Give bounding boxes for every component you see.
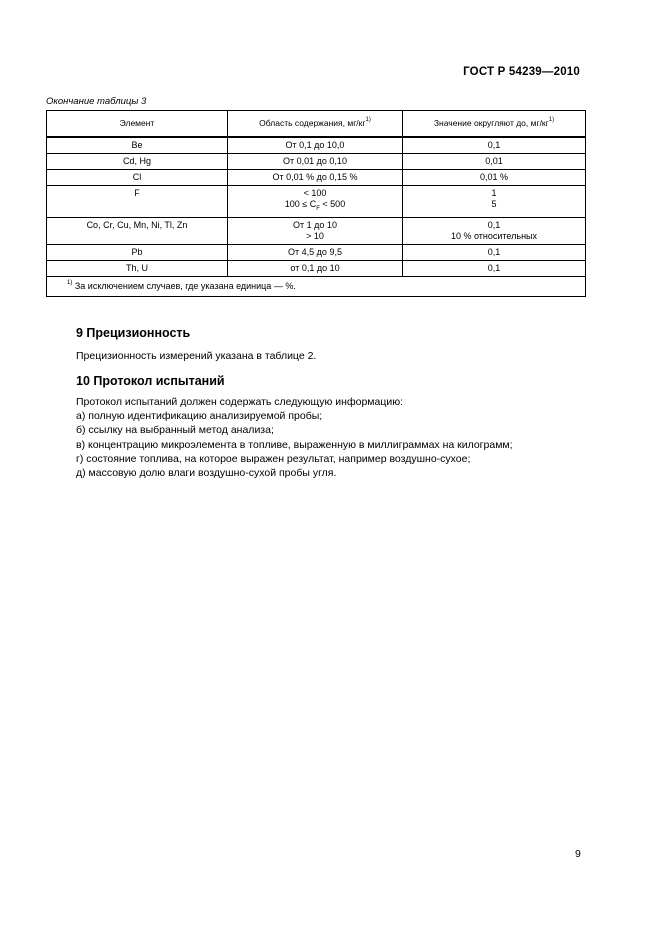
section-10-title: 10 Протокол испытаний [76,374,225,388]
cell-rounding: 0,1 [403,244,586,260]
cell-element: Co, Cr, Cu, Mn, Ni, Tl, Zn [47,217,228,244]
section-10-body [76,395,576,480]
cell-rounding: 0,01 [403,154,586,170]
cell-rounding: 0,1 [403,137,586,154]
table-row [47,186,586,218]
cell-range: От 0,1 до 10,0 [228,137,403,154]
cell-element: Th, U [47,260,228,276]
page-number: 9 [575,848,581,860]
cell-range: < 100 $100 \le C_F < 500$ [228,186,403,218]
table-footnote-row [47,276,586,296]
table-row [47,244,586,260]
cell-rounding: 0,1 [403,260,586,276]
section-9-text: Прецизионность измерений указана в таблице 2. [76,350,317,362]
cell-range: От 0,01 до 0,10 [228,154,403,170]
cell-element: Cd, Hg [47,154,228,170]
header-rounding: Значение округляют до, $мг/кг^{1)}$ [403,111,586,138]
list-item: д) массовую долю влаги воздушно-сухой пробы угля. [76,467,337,480]
header-range: Область содержания, $мг/кг^{1)}$ [228,111,403,138]
cell-element: Pb [47,244,228,260]
standard-number: ГОСТ Р 54239—2010 [463,66,580,78]
section-9-title: 9 Прецизионность [76,326,191,340]
table-header-row [47,111,586,138]
rounding-table [46,110,586,297]
list-item: а) полную идентификацию анализируемой пробы; [76,410,323,423]
cell-range: От 0,01 % до 0,15 % [228,170,403,186]
cell-range: от 0,1 до 10 [228,260,403,276]
cell-rounding: 0,01 % [403,170,586,186]
section-10-intro: Протокол испытаний должен содержать следующую информацию: [76,396,404,408]
table-footnote: $^{1)}$ За исключением случаев, где указана единица — %. [47,276,586,296]
cell-range: От 1 до 10 > 10 [228,217,403,244]
table-row [47,170,586,186]
table-row [47,154,586,170]
cell-element: Cl [47,170,228,186]
list-item: б) ссылку на выбранный метод анализа; [76,424,274,437]
table-row [47,217,586,244]
table-row [47,137,586,154]
cell-rounding: 0,1 10 % относительных [403,217,586,244]
table-caption: Окончание таблицы 3 [46,96,147,107]
list-item: г) состояние топлива, на которое выражен результат, например воздушно-сухое; [76,452,471,465]
cell-element: Be [47,137,228,154]
cell-rounding: 1 5 [403,186,586,218]
cell-range: От 4,5 до 9,5 [228,244,403,260]
list-item: в) концентрацию микроэлемента в топливе, выраженную в миллиграммах на килограмм; [76,438,513,451]
cell-element: F [47,186,228,218]
header-element: Элемент [47,111,228,138]
table-row [47,260,586,276]
